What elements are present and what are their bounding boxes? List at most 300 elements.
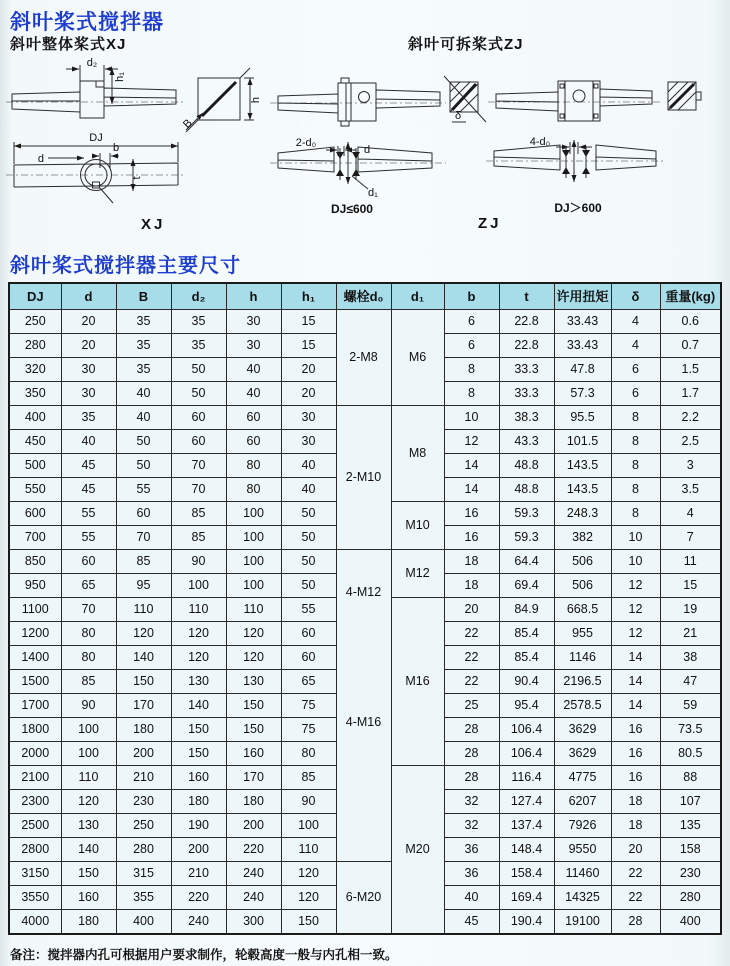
table-cell: 11460	[554, 862, 611, 886]
table-cell: 60	[171, 430, 226, 454]
table-cell: 30	[281, 406, 336, 430]
diagram-labels	[38, 57, 602, 233]
table-cell: 20	[281, 382, 336, 406]
table-cell: 190	[171, 814, 226, 838]
table-cell: 1800	[9, 718, 61, 742]
dim-label-d: d	[37, 153, 44, 165]
table-cell: 85	[171, 502, 226, 526]
bolt-group-label: 4-M16	[345, 714, 382, 729]
table-row	[9, 406, 721, 430]
table-cell: 69.4	[499, 574, 554, 598]
dim-label-h: h	[250, 96, 262, 104]
table-cell: 500	[9, 454, 61, 478]
table-cell: 22	[611, 886, 660, 910]
table-cell: 65	[61, 574, 116, 598]
table-cell: 250	[116, 814, 171, 838]
table-cell: 250	[9, 310, 61, 334]
table-cell: 19	[660, 598, 721, 622]
xj-section-view	[186, 68, 254, 132]
table-cell: 300	[226, 910, 281, 935]
col-header-9: t	[499, 283, 554, 310]
table-cell: 40	[444, 886, 499, 910]
table-cell: 220	[171, 886, 226, 910]
table-cell: 3.5	[660, 478, 721, 502]
table-cell: 2.5	[660, 430, 721, 454]
table-cell: 47.8	[554, 358, 611, 382]
table-cell: 550	[9, 478, 61, 502]
table-cell: 140	[61, 838, 116, 862]
table-cell: 85.4	[499, 646, 554, 670]
table-cell: 230	[660, 862, 721, 886]
col-header-6: 螺栓d₀	[336, 283, 391, 310]
table-cell: 80	[61, 622, 116, 646]
table-cell: 180	[116, 718, 171, 742]
dim-label-2d0: 2-d₀	[295, 137, 317, 149]
dim-label-DJ: DJ	[89, 132, 103, 144]
dim-label-b: b	[113, 142, 120, 154]
zj-assembly-large	[488, 81, 662, 121]
table-cell: 12	[611, 622, 660, 646]
table-cell: 170	[116, 694, 171, 718]
table-cell: 85	[171, 526, 226, 550]
dimensions-table-wrap	[8, 282, 722, 935]
col-header-3: d₂	[171, 283, 226, 310]
table-cell: 50	[281, 526, 336, 550]
table-cell: 15	[281, 334, 336, 358]
dim-label-d2: d₂	[86, 57, 98, 69]
col-header-0: DJ	[9, 283, 61, 310]
table-cell: 60	[171, 406, 226, 430]
table-cell: 1100	[9, 598, 61, 622]
col-header-2: B	[116, 283, 171, 310]
table-cell: 1146	[554, 646, 611, 670]
table-cell: 130	[226, 670, 281, 694]
table-cell: 506	[554, 574, 611, 598]
table-cell: 1200	[9, 622, 61, 646]
table-cell: 60	[281, 622, 336, 646]
table-cell: 200	[226, 814, 281, 838]
table-cell: 14	[444, 454, 499, 478]
table-cell: 400	[9, 406, 61, 430]
table-cell: 59.3	[499, 526, 554, 550]
table-cell: 50	[281, 502, 336, 526]
table-cell: 28	[444, 766, 499, 790]
zj-caption: ZJ	[478, 215, 502, 232]
table-cell: 8	[611, 454, 660, 478]
table-cell: 40	[116, 382, 171, 406]
table-cell: 180	[226, 790, 281, 814]
table-cell: 95.4	[499, 694, 554, 718]
table-cell: 127.4	[499, 790, 554, 814]
table-cell: 48.8	[499, 478, 554, 502]
subtitle-xj: 斜叶整体桨式XJ	[10, 36, 127, 53]
xj-caption: XJ	[141, 216, 166, 233]
table-cell: 100	[226, 550, 281, 574]
table-cell: 80	[226, 454, 281, 478]
table-cell: 137.4	[499, 814, 554, 838]
table-cell: 110	[116, 598, 171, 622]
table-cell: 30	[61, 358, 116, 382]
col-header-12: 重量(kg)	[660, 283, 721, 310]
table-cell: 33.43	[554, 334, 611, 358]
table-cell: 30	[61, 382, 116, 406]
table-cell: 106.4	[499, 742, 554, 766]
d1-group-cell: M8	[391, 406, 444, 502]
table-cell: 20	[61, 310, 116, 334]
table-cell: 6	[611, 382, 660, 406]
d1-group-cell: M10	[391, 502, 444, 550]
table-cell: 200	[116, 742, 171, 766]
table-cell: 100	[281, 814, 336, 838]
table-cell: 10	[611, 526, 660, 550]
table-cell: 18	[611, 814, 660, 838]
table-cell: 180	[171, 790, 226, 814]
table-cell: 75	[281, 718, 336, 742]
table-cell: 248.3	[554, 502, 611, 526]
table-cell: 45	[61, 478, 116, 502]
table-cell: 100	[226, 574, 281, 598]
table-cell: 2.2	[660, 406, 721, 430]
table-cell: 85	[61, 670, 116, 694]
table-cell: 320	[9, 358, 61, 382]
table-cell: 2100	[9, 766, 61, 790]
table-cell: 220	[226, 838, 281, 862]
table-cell: 70	[61, 598, 116, 622]
table-cell: 85	[116, 550, 171, 574]
table-cell: 1.5	[660, 358, 721, 382]
table-cell: 32	[444, 790, 499, 814]
table-cell: 0.7	[660, 334, 721, 358]
table-cell: 2300	[9, 790, 61, 814]
table-cell: 7	[660, 526, 721, 550]
table-cell: 40	[281, 454, 336, 478]
table-cell: 16	[611, 718, 660, 742]
bolt-group-cell	[336, 550, 391, 862]
table-cell: 107	[660, 790, 721, 814]
bolt-group-cell: 6-M20	[336, 862, 391, 935]
table-cell: 1500	[9, 670, 61, 694]
zj-joint-small	[270, 142, 446, 189]
cond-dj-large: DJ＞600	[554, 201, 602, 215]
table-cell: 2800	[9, 838, 61, 862]
table-cell: 14	[611, 646, 660, 670]
table-cell: 40	[61, 430, 116, 454]
table-cell: 60	[281, 646, 336, 670]
dim-label-4d0: 4-d₀	[529, 136, 551, 148]
table-cell: 190.4	[499, 910, 554, 935]
table-cell: 47	[660, 670, 721, 694]
table-cell: 35	[171, 334, 226, 358]
table-cell: 50	[171, 382, 226, 406]
table-cell: 280	[9, 334, 61, 358]
table-cell: 8	[444, 382, 499, 406]
table-cell: 9550	[554, 838, 611, 862]
table-cell: 6	[444, 310, 499, 334]
table-cell: 0.6	[660, 310, 721, 334]
table-cell: 120	[226, 646, 281, 670]
table-cell: 40	[116, 406, 171, 430]
col-header-1: d	[61, 283, 116, 310]
table-cell: 4	[611, 334, 660, 358]
table-cell: 50	[116, 454, 171, 478]
table-cell: 14	[444, 478, 499, 502]
table-cell: 110	[171, 598, 226, 622]
table-cell: 90.4	[499, 670, 554, 694]
table-cell: 100	[226, 526, 281, 550]
table-cell: 120	[116, 622, 171, 646]
table-cell: 210	[171, 862, 226, 886]
table-cell: 10	[444, 406, 499, 430]
table-header-row	[9, 283, 721, 310]
table-cell: 21	[660, 622, 721, 646]
table-cell: 1400	[9, 646, 61, 670]
table-cell: 14	[611, 694, 660, 718]
table-cell: 240	[226, 886, 281, 910]
xj-side-view	[6, 65, 184, 118]
table-cell: 700	[9, 526, 61, 550]
dim-label-B: B	[181, 117, 195, 131]
table-cell: 20	[61, 334, 116, 358]
table-cell: 130	[61, 814, 116, 838]
table-cell: 668.5	[554, 598, 611, 622]
table-cell: 50	[281, 574, 336, 598]
table-cell: 280	[116, 838, 171, 862]
table-cell: 101.5	[554, 430, 611, 454]
table-cell: 55	[281, 598, 336, 622]
table-cell: 35	[116, 310, 171, 334]
table-cell: 59	[660, 694, 721, 718]
table-cell: 55	[61, 526, 116, 550]
table-cell: 45	[61, 454, 116, 478]
table-cell: 60	[61, 550, 116, 574]
bolt-group-cell: 2-M10	[336, 406, 391, 550]
table-cell: 150	[61, 862, 116, 886]
table-cell: 20	[281, 358, 336, 382]
table-cell: 55	[116, 478, 171, 502]
table-cell: 150	[116, 670, 171, 694]
table-cell: 50	[281, 550, 336, 574]
table-cell: 40	[226, 358, 281, 382]
table-cell: 95.5	[554, 406, 611, 430]
table-cell: 110	[61, 766, 116, 790]
table-cell: 850	[9, 550, 61, 574]
table-cell: 18	[444, 550, 499, 574]
table-cell: 55	[61, 502, 116, 526]
dim-label-h1: h₁	[114, 72, 126, 82]
table-cell: 45	[444, 910, 499, 935]
table-cell: 280	[660, 886, 721, 910]
table-cell: 59.3	[499, 502, 554, 526]
table-cell: 382	[554, 526, 611, 550]
table-cell: 148.4	[499, 838, 554, 862]
table-cell: 143.5	[554, 478, 611, 502]
table-cell: 110	[226, 598, 281, 622]
table-cell: 180	[61, 910, 116, 935]
table-cell: 65	[281, 670, 336, 694]
table-cell: 8	[611, 478, 660, 502]
table-cell: 43.3	[499, 430, 554, 454]
table-cell: 36	[444, 862, 499, 886]
table-cell: 90	[61, 694, 116, 718]
table-cell: 150	[281, 910, 336, 935]
cond-dj-small: DJ≤600	[331, 202, 373, 216]
table-row	[9, 862, 721, 886]
table-cell: 120	[171, 622, 226, 646]
table-cell: 15	[281, 310, 336, 334]
table-cell: 85	[281, 766, 336, 790]
table-row	[9, 310, 721, 334]
table-cell: 36	[444, 838, 499, 862]
table-cell: 1700	[9, 694, 61, 718]
table-cell: 3629	[554, 742, 611, 766]
table-cell: 350	[9, 382, 61, 406]
col-header-7: d₁	[391, 283, 444, 310]
table-cell: 120	[281, 886, 336, 910]
zj-joint-large	[486, 140, 664, 182]
table-cell: 3150	[9, 862, 61, 886]
page-title: 斜叶桨式搅拌器	[10, 11, 164, 34]
col-header-5: h₁	[281, 283, 336, 310]
table-cell: 150	[226, 718, 281, 742]
table-cell: 60	[226, 406, 281, 430]
table-cell: 3629	[554, 718, 611, 742]
table-cell: 140	[116, 646, 171, 670]
zj-section-2	[668, 82, 701, 110]
table-cell: 28	[444, 718, 499, 742]
table-cell: 120	[226, 622, 281, 646]
table-cell: 25	[444, 694, 499, 718]
col-header-4: h	[226, 283, 281, 310]
table-cell: 64.4	[499, 550, 554, 574]
table-cell: 16	[444, 526, 499, 550]
table-cell: 85.4	[499, 622, 554, 646]
table-cell: 28	[444, 742, 499, 766]
table-cell: 2500	[9, 814, 61, 838]
table-cell: 11	[660, 550, 721, 574]
table-cell: 355	[116, 886, 171, 910]
table-cell: 135	[660, 814, 721, 838]
table-cell: 40	[281, 478, 336, 502]
table-cell: 110	[281, 838, 336, 862]
col-header-11: δ	[611, 283, 660, 310]
table-cell: 3550	[9, 886, 61, 910]
table-cell: 8	[444, 358, 499, 382]
dim-label-t: t	[131, 176, 143, 180]
table-cell: 33.3	[499, 382, 554, 406]
table-cell: 6	[444, 334, 499, 358]
table-cell: 73.5	[660, 718, 721, 742]
table-cell: 22	[444, 622, 499, 646]
table-cell: 22.8	[499, 310, 554, 334]
table-cell: 28	[611, 910, 660, 935]
table-cell: 240	[171, 910, 226, 935]
dim-label-d-zj: d	[364, 144, 371, 156]
table-cell: 230	[116, 790, 171, 814]
table-cell: 30	[226, 310, 281, 334]
table-cell: 33.43	[554, 310, 611, 334]
d1-group-cell: M12	[391, 550, 444, 598]
table-cell: 100	[61, 742, 116, 766]
xj-top-view	[6, 142, 186, 203]
table-cell: 90	[281, 790, 336, 814]
table-cell: 6207	[554, 790, 611, 814]
table-cell: 106.4	[499, 718, 554, 742]
table-row	[9, 550, 721, 574]
table-cell: 16	[611, 766, 660, 790]
table-cell: 240	[226, 862, 281, 886]
table-cell: 60	[116, 502, 171, 526]
table-cell: 100	[226, 502, 281, 526]
table-cell: 4	[660, 502, 721, 526]
table-cell: 210	[116, 766, 171, 790]
d1-group-cell: M6	[391, 310, 444, 406]
table-cell: 22	[611, 862, 660, 886]
col-header-10: 许用扭矩	[554, 283, 611, 310]
table-cell: 116.4	[499, 766, 554, 790]
table-cell: 20	[611, 838, 660, 862]
table-cell: 150	[171, 742, 226, 766]
table-cell: 30	[226, 334, 281, 358]
table-cell: 88	[660, 766, 721, 790]
table-cell: 16	[611, 742, 660, 766]
d1-group-cell: M20	[391, 766, 444, 935]
table-cell: 22.8	[499, 334, 554, 358]
table-cell: 2196.5	[554, 670, 611, 694]
table-cell: 35	[116, 358, 171, 382]
table-cell: 120	[281, 862, 336, 886]
table-cell: 35	[116, 334, 171, 358]
table-cell: 84.9	[499, 598, 554, 622]
table-cell: 150	[226, 694, 281, 718]
table-cell: 3	[660, 454, 721, 478]
table-cell: 12	[611, 574, 660, 598]
table-cell: 14	[611, 670, 660, 694]
table-cell: 80	[281, 742, 336, 766]
table-cell: 7926	[554, 814, 611, 838]
table-cell: 100	[171, 574, 226, 598]
table-cell: 6	[611, 358, 660, 382]
table-cell: 50	[116, 430, 171, 454]
dim-label-delta: δ	[455, 110, 462, 122]
table-cell: 10	[611, 550, 660, 574]
table-cell: 12	[611, 598, 660, 622]
table-cell: 400	[116, 910, 171, 935]
col-header-8: b	[444, 283, 499, 310]
table-cell: 8	[611, 502, 660, 526]
table-cell: 1.7	[660, 382, 721, 406]
table-cell: 130	[171, 670, 226, 694]
table-cell: 50	[171, 358, 226, 382]
table-cell: 48.8	[499, 454, 554, 478]
table-cell: 158.4	[499, 862, 554, 886]
table-cell: 200	[171, 838, 226, 862]
table-cell: 4	[611, 310, 660, 334]
table-cell: 80	[61, 646, 116, 670]
table-cell: 950	[9, 574, 61, 598]
table-cell: 40	[226, 382, 281, 406]
table-cell: 160	[171, 766, 226, 790]
table-cell: 120	[171, 646, 226, 670]
table-cell: 8	[611, 430, 660, 454]
table-cell: 8	[611, 406, 660, 430]
table-cell: 143.5	[554, 454, 611, 478]
table-cell: 2000	[9, 742, 61, 766]
table-cell: 38.3	[499, 406, 554, 430]
table-cell: 22	[444, 646, 499, 670]
table-cell: 32	[444, 814, 499, 838]
dim-label-d1: d₁	[368, 187, 378, 199]
footnote: 备注：搅拌器内孔可根据用户要求制作，轮毂高度一般与内孔相一致。	[10, 948, 398, 962]
